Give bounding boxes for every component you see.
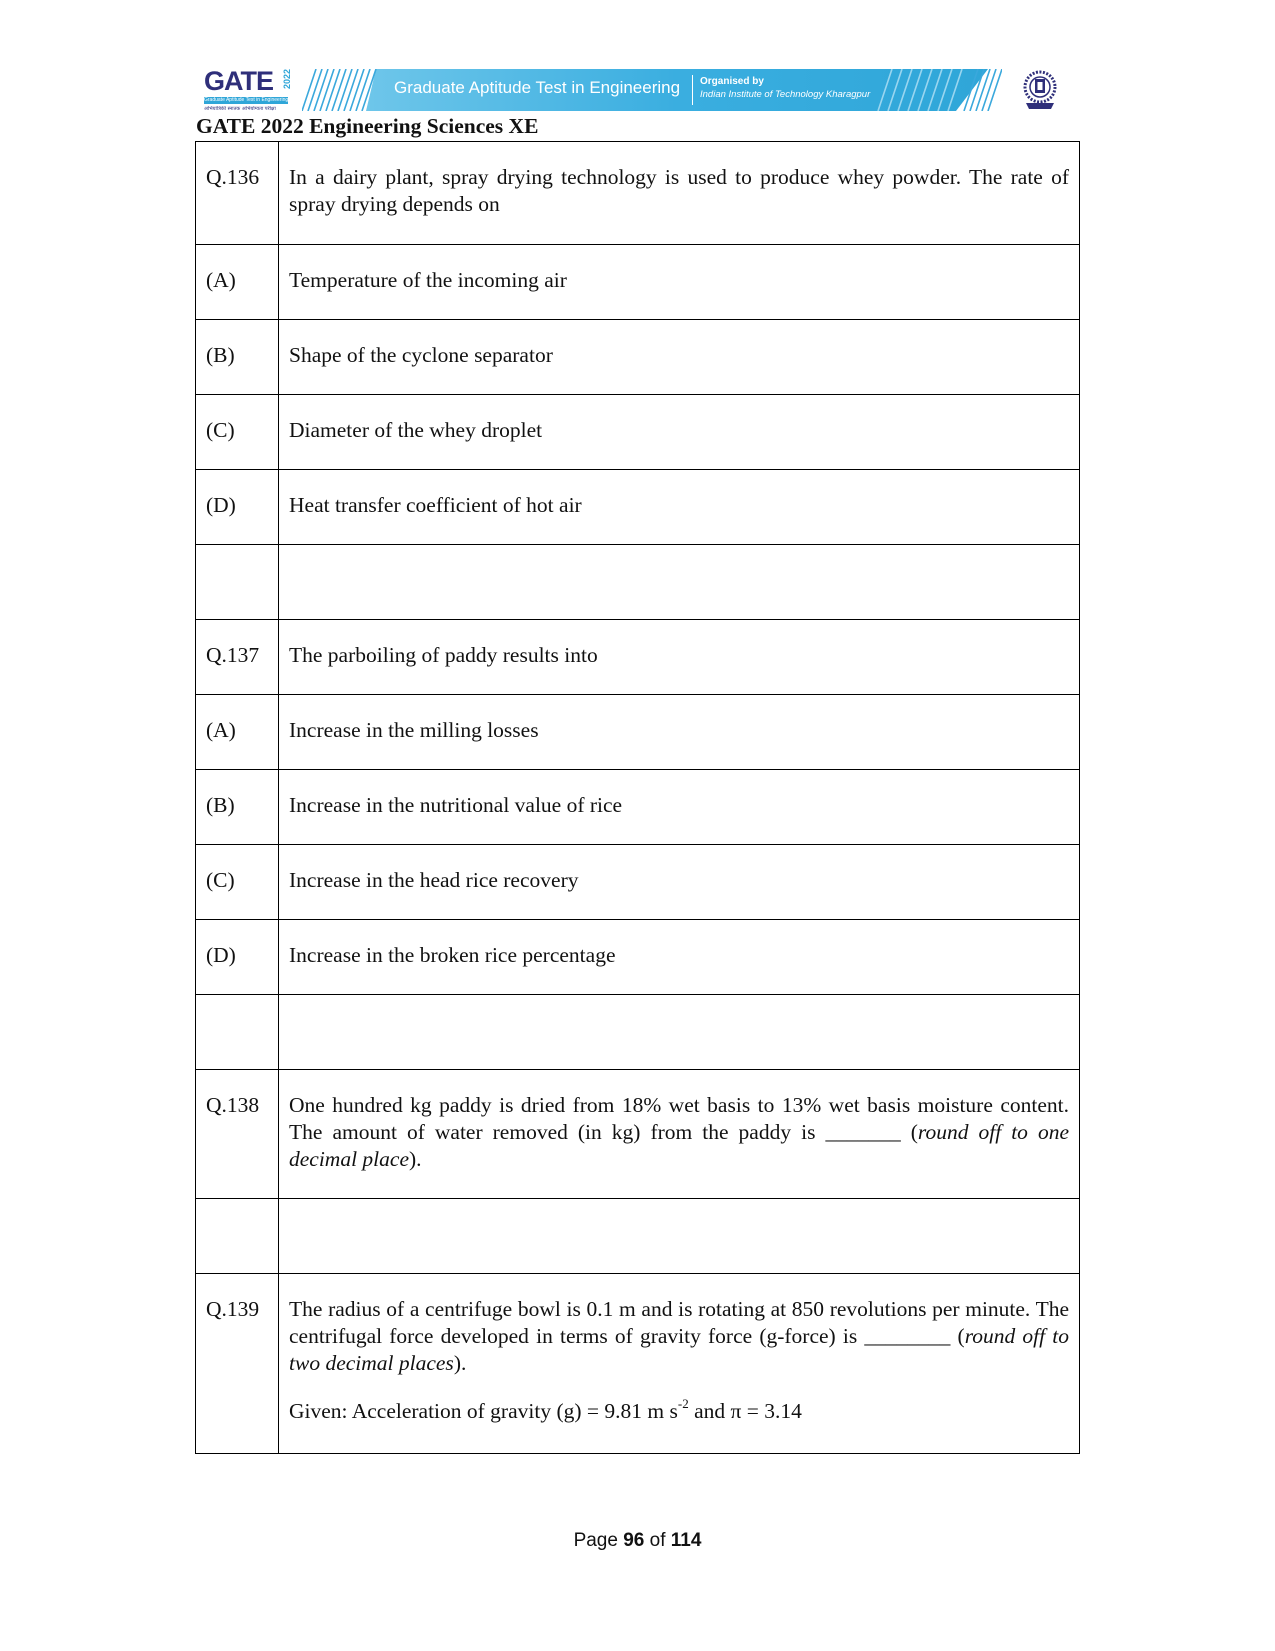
option-text: Increase in the broken rice percentage <box>279 920 1080 995</box>
option-label: (D) <box>196 920 279 995</box>
question-row-136 <box>196 142 1080 245</box>
option-row <box>196 920 1080 995</box>
question-table <box>195 141 1080 1454</box>
option-row <box>196 770 1080 845</box>
option-text: Increase in the milling losses <box>279 695 1080 770</box>
blank-row <box>196 1199 1080 1274</box>
option-label: (B) <box>196 770 279 845</box>
rounding-instruction: round off to two decimal places <box>289 1324 1069 1375</box>
page-footer <box>0 1530 1275 1552</box>
option-label: (C) <box>196 395 279 470</box>
option-row <box>196 470 1080 545</box>
question-row-138 <box>196 1070 1080 1199</box>
blank-cell <box>279 995 1080 1070</box>
question-text: In a dairy plant, spray drying technology is used to produce whey powder. The rate of spray drying depends on <box>279 142 1080 245</box>
option-row <box>196 245 1080 320</box>
logo-subtitle-en: Graduate Aptitude Test in Engineering <box>204 97 288 103</box>
blank-cell <box>196 1199 279 1274</box>
blank-cell <box>279 1199 1080 1274</box>
question-text-end: ). <box>453 1351 467 1375</box>
organiser-name: Indian Institute of Technology Kharagpur <box>700 89 871 100</box>
question-number: Q.138 <box>196 1070 279 1199</box>
question-row-139 <box>196 1274 1080 1454</box>
option-text: Diameter of the whey droplet <box>279 395 1080 470</box>
of-word: of <box>649 1530 666 1551</box>
blank-row <box>196 545 1080 620</box>
question-text: The parboiling of paddy results into <box>279 620 1080 695</box>
blank-cell <box>279 545 1080 620</box>
option-text: Shape of the cyclone separator <box>279 320 1080 395</box>
blank-cell <box>196 545 279 620</box>
logo-subtitle-hi: अभियांत्रिकी स्नातक अभियोग्यता परीक्षा <box>204 106 276 112</box>
question-number: Q.136 <box>196 142 279 245</box>
question-row-137 <box>196 620 1080 695</box>
document-title: GATE 2022 Engineering Sciences XE <box>196 114 539 138</box>
option-text: Heat transfer coefficient of hot air <box>279 470 1080 545</box>
iit-kharagpur-emblem-icon <box>1020 69 1060 111</box>
page-total: 114 <box>670 1530 702 1551</box>
question-text <box>279 1274 1080 1454</box>
given-values <box>289 1395 1069 1425</box>
option-text: Temperature of the incoming air <box>279 245 1080 320</box>
option-label: (A) <box>196 695 279 770</box>
header-banner <box>204 66 1064 114</box>
question-number: Q.137 <box>196 620 279 695</box>
question-text-body <box>289 1296 1069 1377</box>
blank-row <box>196 995 1080 1070</box>
banner-ribbon <box>302 69 1002 111</box>
option-label: (C) <box>196 845 279 920</box>
question-text-main: The radius of a centrifuge bowl is 0.1 m and is rotating at 850 revolutions per minute. The centrifugal force developed in terms of gravity force (g-force) is ________ ( <box>289 1297 1069 1348</box>
gate-logo <box>204 66 294 114</box>
question-text-end: ). <box>409 1147 422 1171</box>
rounding-instruction: round off to one decimal place <box>289 1120 1069 1171</box>
banner-divider <box>692 75 693 105</box>
page-number: 96 <box>623 1530 645 1551</box>
question-text <box>279 1070 1080 1199</box>
option-label: (D) <box>196 470 279 545</box>
option-text: Increase in the head rice recovery <box>279 845 1080 920</box>
option-row <box>196 695 1080 770</box>
page-word: Page <box>573 1530 618 1551</box>
blank-cell <box>196 995 279 1070</box>
option-label: (A) <box>196 245 279 320</box>
given-exponent: -2 <box>677 1395 689 1411</box>
organised-by-label: Organised by <box>700 76 764 87</box>
banner-title: Graduate Aptitude Test in Engineering <box>394 78 681 97</box>
option-row <box>196 845 1080 920</box>
option-row <box>196 395 1080 470</box>
logo-year: 2022 <box>282 69 292 90</box>
option-row <box>196 320 1080 395</box>
given-text-end: and π = 3.14 <box>688 1399 802 1423</box>
option-label: (B) <box>196 320 279 395</box>
logo-word: GATE <box>204 66 273 96</box>
given-text: Given: Acceleration of gravity (g) = 9.81 m s <box>289 1399 678 1423</box>
option-text: Increase in the nutritional value of rice <box>279 770 1080 845</box>
question-number: Q.139 <box>196 1274 279 1454</box>
question-text-main: One hundred kg paddy is dried from 18% wet basis to 13% wet basis moisture content. The amount of water removed (in kg) from the paddy is _______ ( <box>289 1093 1069 1144</box>
